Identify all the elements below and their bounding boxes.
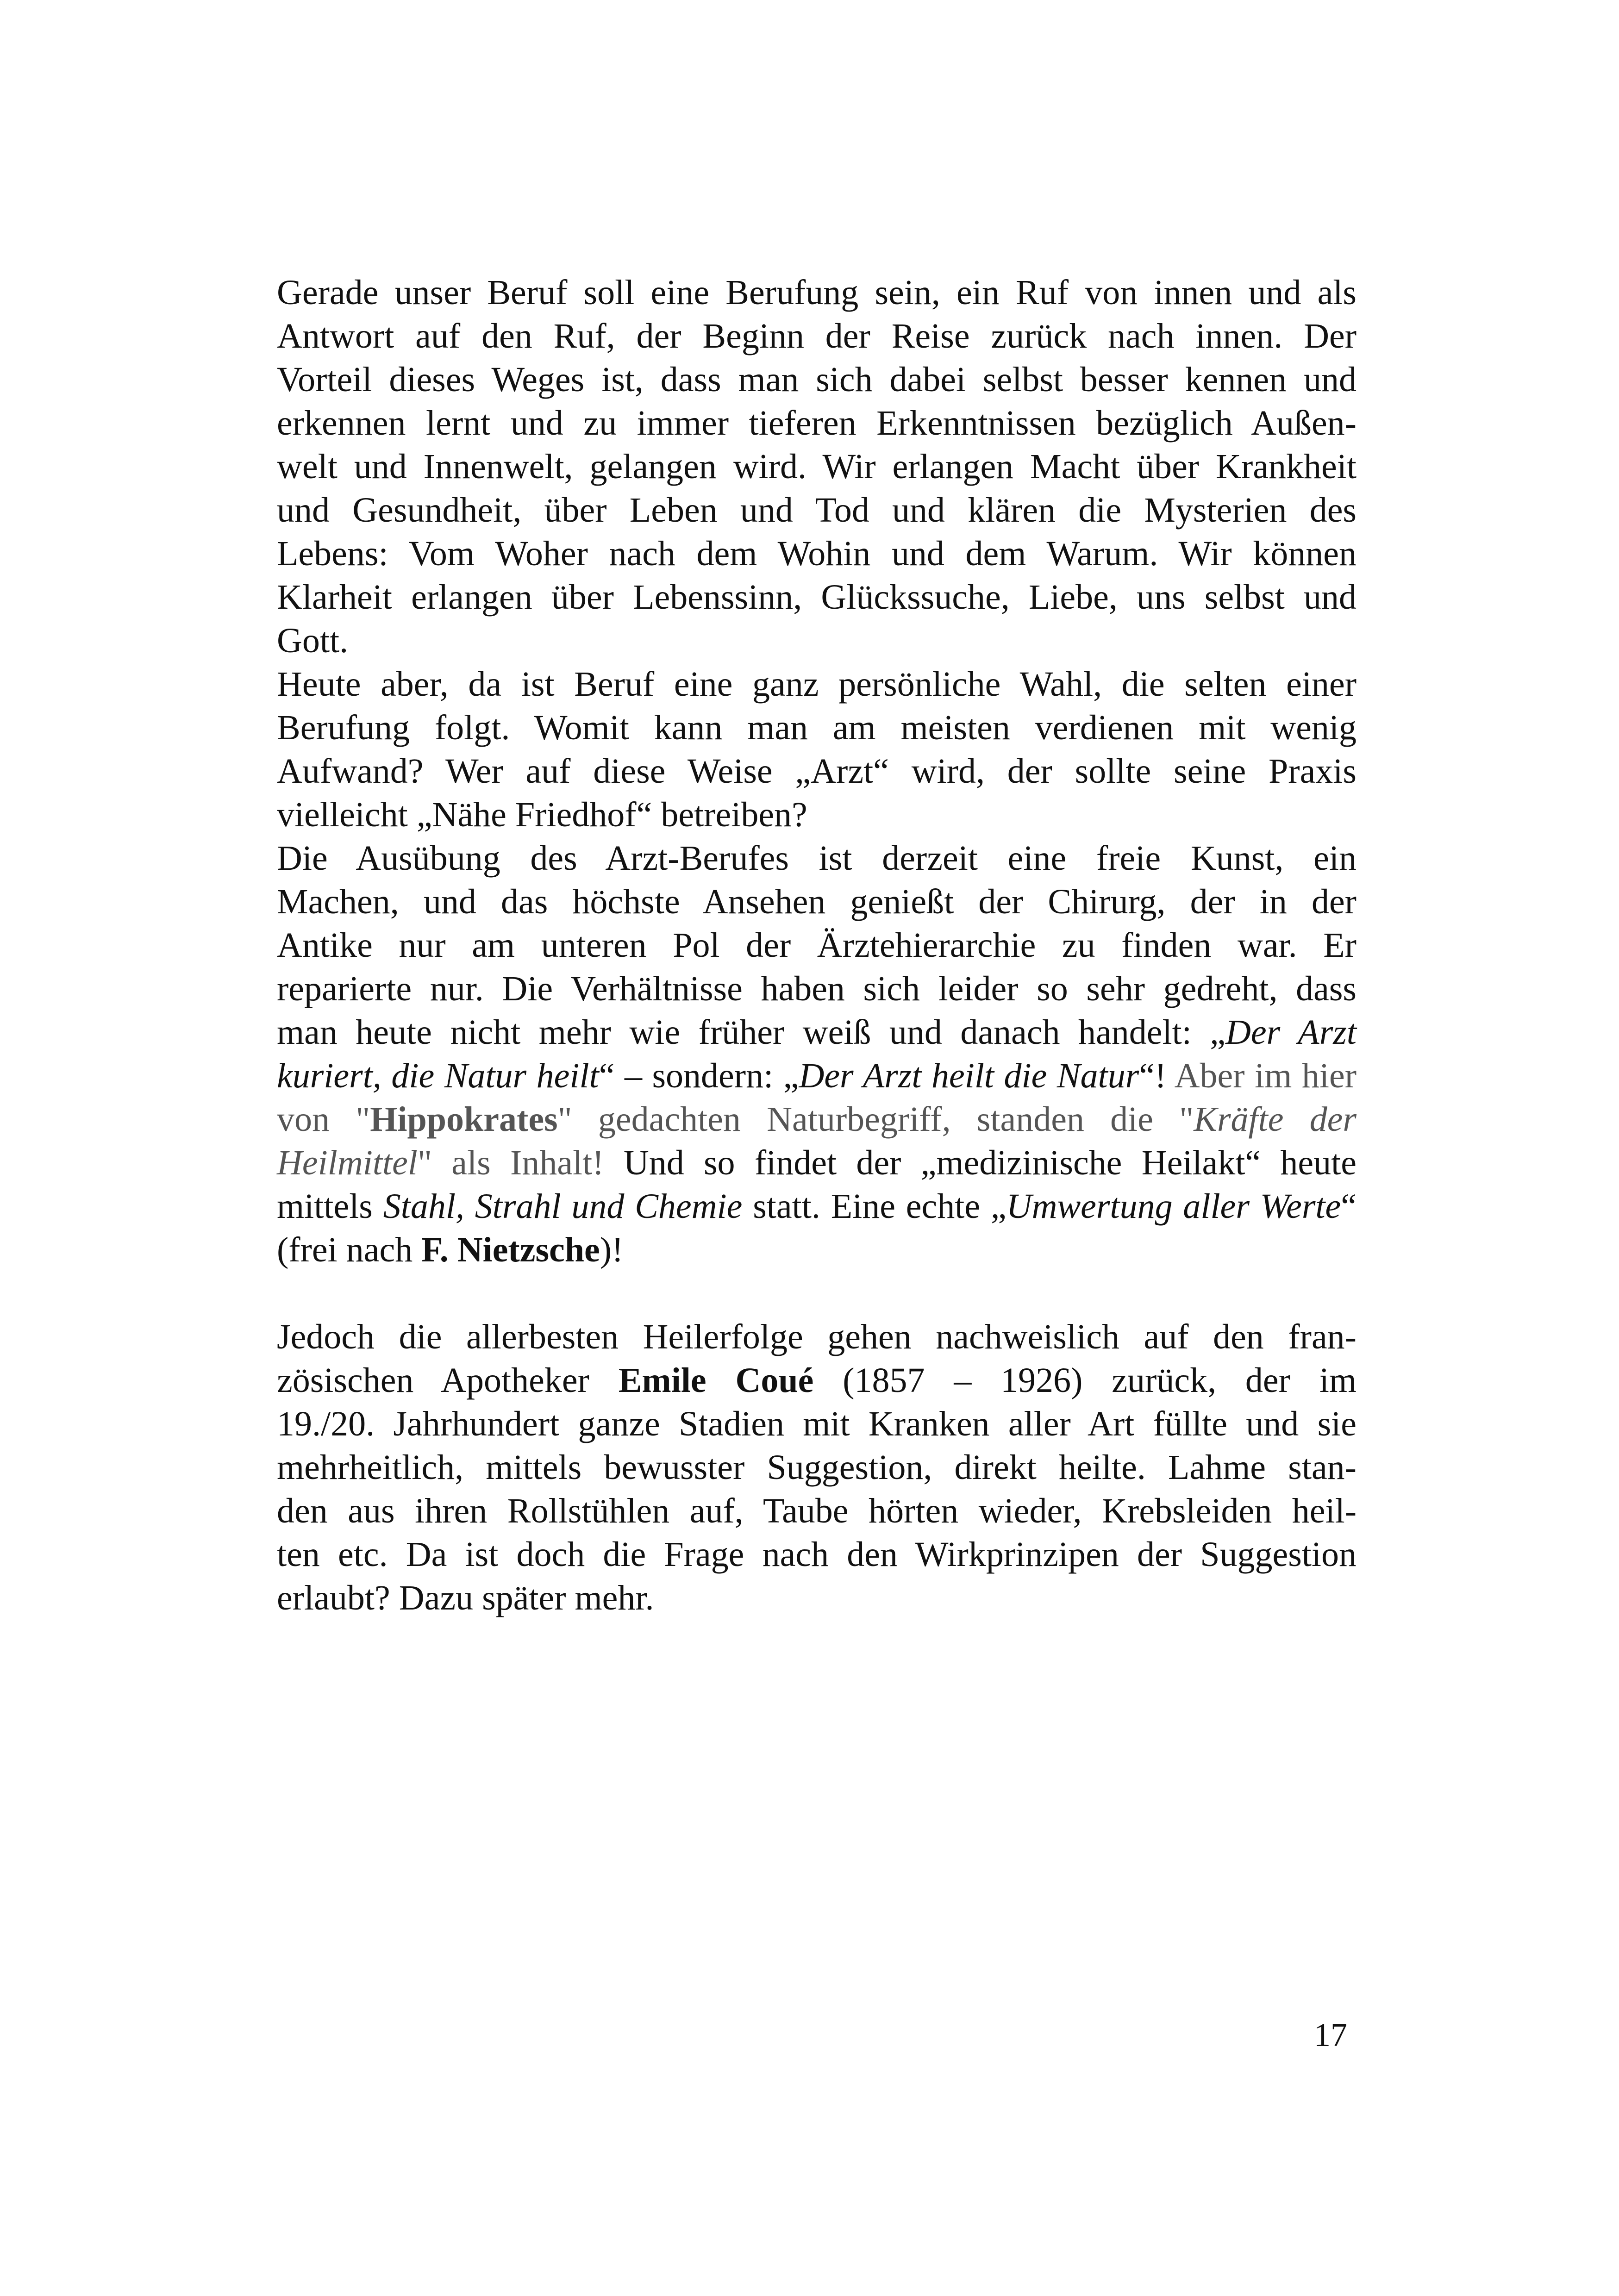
text-line <box>277 314 1356 358</box>
text-line <box>277 836 1356 880</box>
text-segment: Aufwand? Wer auf diese Weise „Arzt“ wird, der sollte seine Praxis <box>277 752 1356 791</box>
italic-text: Stahl, Strahl und Chemie <box>383 1187 743 1226</box>
text-line <box>277 1533 1356 1576</box>
text-segment: und Gesundheit, über Leben und Tod und klären die Mysterien des <box>277 491 1356 530</box>
text-segment: Die Ausübung des Arzt-Berufes ist derzeit eine freie Kunst, ein <box>277 839 1356 878</box>
text-segment: mehrheitlich, mittels bewusster Suggestion, direkt heilte. Lahme stan- <box>277 1448 1356 1487</box>
text-segment: statt. Eine echte „ <box>742 1187 1006 1226</box>
text-segment: Lebens: Vom Woher nach dem Wohin und dem Warum. Wir können <box>277 534 1356 573</box>
text-line <box>277 1098 1356 1141</box>
text-segment: Gott. <box>277 621 349 660</box>
text-line <box>277 445 1356 488</box>
text-segment: vielleicht „Nähe Friedhof“ betreiben? <box>277 795 807 834</box>
text-segment: " als Inhalt! <box>417 1143 604 1182</box>
paragraph <box>277 271 1356 662</box>
text-segment: (frei nach <box>277 1230 422 1269</box>
text-line <box>277 1141 1356 1185</box>
text-segment: " gedachten Naturbegriff, standen die " <box>557 1100 1194 1139</box>
text-segment: Gerade unser Beruf soll eine Berufung sein, ein Ruf von innen und als <box>277 273 1356 312</box>
text-segment: den aus ihren Rollstühlen auf, Taube hörten wieder, Krebsleiden heil- <box>277 1491 1356 1530</box>
text-segment: welt und Innenwelt, gelangen wird. Wir erlangen Macht über Krankheit <box>277 447 1356 486</box>
text-segment: Antike nur am unteren Pol der Ärztehierarchie zu finden war. Er <box>277 926 1356 965</box>
text-segment: (1857 – 1926) zurück, der im <box>813 1361 1357 1400</box>
text-line <box>277 662 1356 706</box>
text-segment: Klarheit erlangen über Lebenssinn, Glückssuche, Liebe, uns selbst und <box>277 578 1356 617</box>
text-segment: Aber im hier <box>1166 1056 1357 1095</box>
text-line <box>277 1402 1356 1446</box>
page-number: 17 <box>1314 2016 1347 2053</box>
text-segment: mittels <box>277 1187 383 1226</box>
text-segment: man heute nicht mehr wie früher weiß und danach handelt: „ <box>277 1013 1226 1052</box>
paragraph <box>277 662 1356 836</box>
text-line <box>277 793 1356 836</box>
paragraph <box>277 1315 1356 1620</box>
text-line <box>277 706 1356 749</box>
bold-name: Emile Coué <box>618 1361 814 1400</box>
text-line <box>277 401 1356 445</box>
text-segment: “ <box>1341 1187 1356 1226</box>
text-segment: ten etc. Da ist doch die Frage nach den Wirkprinzipen der Suggestion <box>277 1535 1356 1574</box>
text-line <box>277 488 1356 532</box>
text-line <box>277 1054 1356 1098</box>
text-line <box>277 1185 1356 1228</box>
italic-text: Umwertung aller Werte <box>1006 1187 1341 1226</box>
italic-text: Der Arzt heilt die Natur <box>799 1056 1139 1095</box>
paragraph <box>277 836 1356 1272</box>
text-line <box>277 1446 1356 1489</box>
italic-text: Der Arzt <box>1225 1013 1356 1052</box>
text-line <box>277 749 1356 793</box>
text-line <box>277 923 1356 967</box>
text-segment: Berufung folgt. Womit kann man am meisten verdienen mit wenig <box>277 708 1356 747</box>
bold-name: Hippokrates <box>370 1100 558 1139</box>
text-line <box>277 880 1356 923</box>
text-segment: “! <box>1139 1056 1167 1095</box>
bold-name: F. Nietzsche <box>421 1230 600 1269</box>
text-line <box>277 358 1356 401</box>
text-line <box>277 1359 1356 1402</box>
text-segment: “ – sondern: „ <box>599 1056 799 1095</box>
body-text <box>277 271 1356 1620</box>
italic-text: Kräfte der <box>1194 1100 1357 1139</box>
text-line <box>277 1315 1356 1359</box>
paragraph-spacer <box>277 1272 1356 1315</box>
text-segment: zösischen Apotheker <box>277 1361 619 1400</box>
text-segment: 19./20. Jahrhundert ganze Stadien mit Kranken aller Art füllte und sie <box>277 1404 1356 1443</box>
text-segment: reparierte nur. Die Verhältnisse haben sich leider so sehr gedreht, dass <box>277 969 1356 1008</box>
text-segment: Und so findet der „medizinische Heilakt“ heute <box>604 1143 1356 1182</box>
text-line <box>277 1228 1356 1272</box>
italic-text: kuriert, die Natur heilt <box>277 1056 599 1095</box>
text-segment: Vorteil dieses Weges ist, dass man sich dabei selbst besser kennen und <box>277 360 1356 399</box>
text-segment: erkennen lernt und zu immer tieferen Erkenntnissen bezüglich Außen- <box>277 404 1356 443</box>
text-segment: Jedoch die allerbesten Heilerfolge gehen nachweislich auf den fran- <box>277 1317 1356 1356</box>
text-line <box>277 967 1356 1011</box>
text-line <box>277 271 1356 314</box>
text-segment: erlaubt? Dazu später mehr. <box>277 1578 654 1617</box>
text-line <box>277 575 1356 619</box>
text-line <box>277 619 1356 662</box>
text-segment: Heute aber, da ist Beruf eine ganz persönliche Wahl, die selten einer <box>277 665 1356 704</box>
text-segment: Machen, und das höchste Ansehen genießt der Chirurg, der in der <box>277 882 1356 921</box>
text-segment: Antwort auf den Ruf, der Beginn der Reise zurück nach innen. Der <box>277 317 1356 356</box>
text-segment: )! <box>600 1230 624 1269</box>
italic-text: Heilmittel <box>277 1143 418 1182</box>
text-line <box>277 532 1356 575</box>
text-segment: von " <box>277 1100 370 1139</box>
text-line <box>277 1489 1356 1533</box>
text-line <box>277 1576 1356 1620</box>
text-line <box>277 1011 1356 1054</box>
